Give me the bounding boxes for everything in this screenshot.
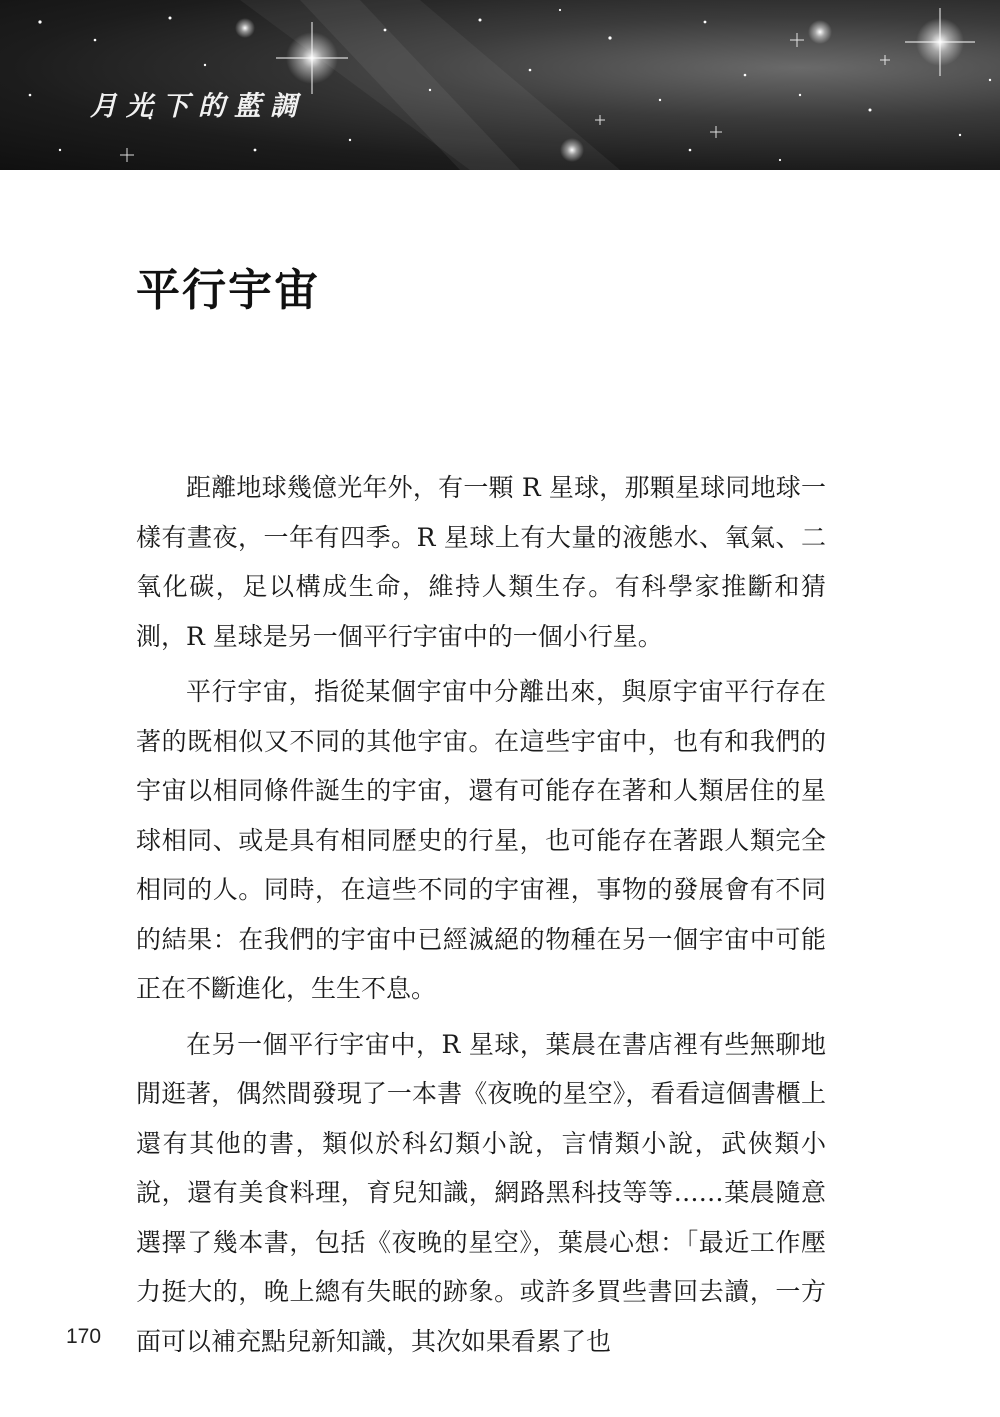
paragraph: 平行宇宙，指從某個宇宙中分離出來，與原宇宙平行存在著的既相似又不同的其他宇宙。在這些宇宙中，也有和我們的宇宙以相同條件誕生的宇宙，還有可能存在著和人類居住的星球相同、或是具有相同歷史的行星，也可能存在著跟人類完全相同的人。同時，在這些不同的宇宙裡，事物的發展會有不同的結果：在我們的宇宙中已經滅絕的物種在另一個宇宙中可能正在不斷進化，生生不息。 bbox=[136, 677, 826, 1003]
page-number: 170 bbox=[66, 1325, 102, 1348]
paragraph: 距離地球幾億光年外，有一顆 R 星球，那顆星球同地球一樣有晝夜，一年有四季。R 星球上有大量的液態水、氧氣、二氧化碳，足以構成生命，維持人類生存。有科學家推斷和猜測，R 星球是另一個平行宇宙中的一個小行星。 bbox=[136, 473, 826, 651]
chapter-title: 平行宇宙 bbox=[136, 265, 320, 316]
body-text bbox=[136, 463, 826, 1372]
starry-header-banner bbox=[0, 0, 1000, 170]
running-head: 月光下的藍調 bbox=[90, 91, 306, 122]
paragraph: 在另一個平行宇宙中，R 星球，葉晨在書店裡有些無聊地閒逛著，偶然間發現了一本書《夜晚的星空》，看看這個書櫃上還有其他的書，類似於科幻類小說，言情類小說，武俠類小說，還有美食料理，育兒知識，網路黑科技等等……葉晨隨意選擇了幾本書，包括《夜晚的星空》，葉晨心想：「最近工作壓力挺大的，晚上總有失眠的跡象。或許多買些書回去讀，一方面可以補充點兒新知識，其次如果看累了也 bbox=[136, 1029, 826, 1356]
